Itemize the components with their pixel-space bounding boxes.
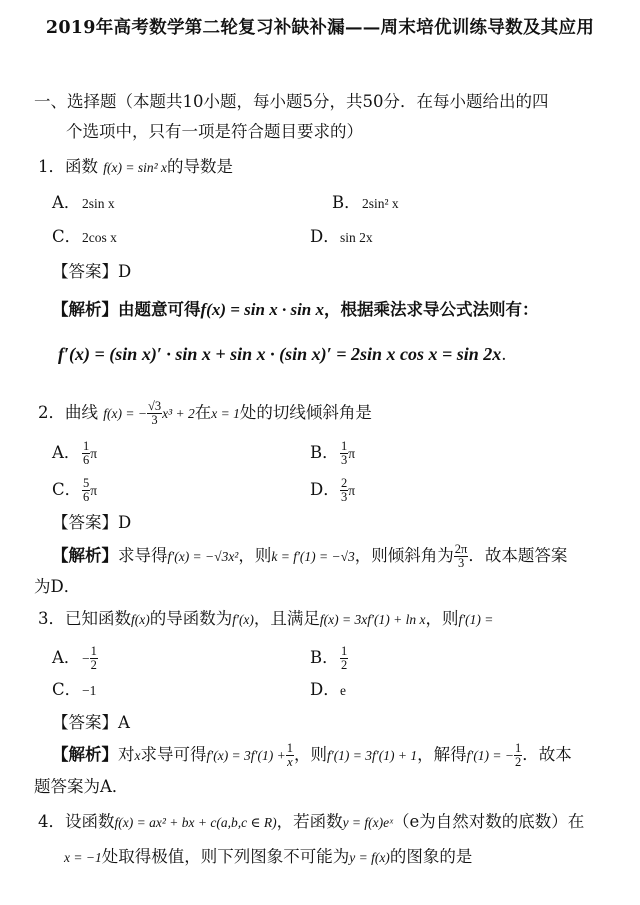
option-fraction [340, 645, 348, 672]
fraction-denominator: x [287, 755, 293, 769]
fraction-denominator: 2 [515, 755, 522, 769]
q2-stem-text-a: 曲线 [65, 403, 98, 422]
option-text: 2sin x [82, 196, 115, 211]
pi-symbol: π [348, 446, 356, 461]
q2-stem-fraction [147, 400, 162, 427]
q1-derivation-formula: f′(x) = (sin x)′ · sin x + sin x · (sin x)′ = 2sin x cos x = sin 2x [58, 344, 502, 364]
q1-option-c [52, 226, 117, 249]
q1-option-a [52, 192, 115, 215]
option-text: e [340, 683, 346, 698]
option-label: A． [52, 648, 81, 667]
q3-option-c [52, 679, 96, 702]
q3-analysis-cont: 题答案为A． [34, 777, 129, 796]
q3-number: 3． [38, 609, 65, 628]
q3-analysis-text-e: ．故本 [522, 745, 572, 764]
q3-analysis-text-a: 对 [118, 745, 135, 764]
q2-stem-formula-a: f(x) = − [103, 406, 147, 421]
q2-answer: 【答案】D [52, 513, 132, 532]
option-fraction [340, 477, 348, 504]
q1-analysis-text-b: ，根据乘法求导公式法则有： [324, 300, 539, 319]
q1-analysis [52, 299, 539, 321]
fraction-denominator: 3 [341, 453, 348, 467]
q1-analysis-text-a: 由题意可得 [118, 300, 201, 319]
option-label: D． [310, 680, 340, 699]
option-label: B． [332, 193, 361, 212]
q4-stem-text-b: ，若函数 [276, 812, 343, 831]
q4-stem-line2 [64, 846, 472, 869]
q3-stem [38, 608, 493, 631]
q1-number: 1． [38, 157, 65, 176]
q3-option-a [52, 645, 98, 672]
q3-analysis-text-c: ，则 [293, 745, 327, 764]
q2-analysis-text-b: ，则 [238, 546, 272, 565]
q2-stem-formula-b: x³ + 2 [162, 406, 195, 421]
q3-stem-text-b: 的导函数为 [149, 609, 233, 628]
q2-analysis [52, 543, 567, 570]
fraction-numerator: 1 [286, 741, 293, 755]
q3-stem-text-a: 已知函数 [65, 609, 131, 628]
option-fraction [82, 440, 90, 467]
q4-stem-text-a: 设函数 [65, 812, 115, 831]
q4-stem-formula-b: y = f(x)eˣ [342, 815, 393, 830]
q2-stem-text-b: 在 [194, 403, 212, 422]
fraction-numerator: 1 [341, 439, 348, 453]
q2-option-b [310, 440, 355, 467]
option-label: A． [52, 193, 81, 212]
q1-analysis-formula: f(x) = sin x · sin x [200, 300, 325, 319]
fraction-numerator: 1 [515, 741, 522, 755]
q2-option-c [52, 477, 97, 504]
q3-stem-formula-c: f(x) = 3xf′(1) + ln x [319, 612, 426, 627]
analysis-label: 【解析】 [52, 300, 118, 319]
q4-stem-formula-d: y = f(x) [349, 850, 390, 865]
q3-analysis-formula-a: f′(x) = 3f′(1) + [206, 748, 286, 763]
fraction-denominator: 3 [457, 556, 465, 570]
q3-stem-formula-a: f(x) [131, 612, 150, 627]
q1-option-b [332, 192, 399, 215]
q4-stem-text-e: 的图象的是 [389, 847, 473, 866]
fraction-numerator: 5 [83, 476, 90, 490]
q4-stem-formula-a: f(x) = ax² + bx + c(a,b,c ∈ R) [114, 815, 277, 830]
pi-symbol: π [90, 483, 98, 498]
q3-analysis-text-b: 求导可得 [140, 745, 207, 764]
section-heading: 一、选择题（本题共10小题，每小题5分，共50分．在每小题给出的四 [34, 92, 549, 111]
q3-answer: 【答案】A [52, 713, 130, 732]
q2-number: 2． [38, 403, 65, 422]
option-text: 2cos x [82, 230, 117, 245]
q1-stem-formula: f(x) = sin² x [103, 160, 168, 175]
q1-stem-text-a: 函数 [65, 157, 98, 176]
analysis-label: 【解析】 [52, 745, 118, 764]
q2-analysis-cont: 为D． [34, 577, 81, 596]
q4-stem-text-c: （e为自然对数的底数）在 [392, 812, 585, 831]
q4-number: 4． [38, 812, 65, 831]
section-heading-cont: 个选项中，只有一项是符合题目要求的） [66, 122, 363, 141]
pi-symbol: π [90, 446, 98, 461]
q2-analysis-text-c: ，则倾斜角为 [354, 546, 454, 565]
q1-answer: 【答案】D [52, 262, 132, 281]
fraction-denominator: 3 [151, 413, 158, 427]
option-label: C． [52, 480, 82, 499]
q1-stem-text-b: 的导数是 [167, 157, 234, 176]
q3-stem-formula-b: f′(x) [232, 612, 254, 627]
q2-stem [38, 400, 372, 427]
q2-stem-text-c: 处的切线倾斜角是 [239, 403, 372, 422]
fraction-numerator: 1 [90, 644, 97, 658]
option-label: D． [310, 227, 340, 246]
fraction-numerator: 2 [341, 476, 348, 490]
q3-stem-formula-d: f′(1) = [458, 612, 494, 627]
option-label: A． [52, 443, 81, 462]
q2-option-d [310, 477, 355, 504]
q3-analysis-formula-b: f′(1) = 3f′(1) + 1 [326, 748, 418, 763]
q4-stem-formula-c: x = −1 [64, 850, 102, 865]
fraction-denominator: 2 [341, 658, 348, 672]
q1-derivation-period: . [501, 345, 507, 364]
analysis-label: 【解析】 [52, 546, 118, 565]
option-text: sin 2x [340, 230, 373, 245]
q2-stem-x: x = 1 [211, 406, 240, 421]
q3-option-b [310, 645, 348, 672]
q3-analysis-text-d: ，解得 [417, 745, 467, 764]
q3-stem-text-c: ，且满足 [253, 609, 320, 628]
pi-symbol: π [348, 483, 356, 498]
q2-analysis-formula-a: f′(x) = −√3x² [167, 549, 239, 564]
option-fraction [82, 477, 90, 504]
fraction-numerator: 1 [83, 439, 90, 453]
q3-analysis-formula-c: f′(1) = − [466, 748, 515, 763]
fraction-numerator: 1 [341, 644, 348, 658]
q2-analysis-text-d: ．故本题答案 [468, 546, 568, 565]
option-sign: − [82, 651, 90, 666]
q1-option-d [310, 226, 373, 249]
option-label: C． [52, 227, 82, 246]
option-label: D． [310, 480, 340, 499]
q2-analysis-text-a: 求导得 [118, 546, 168, 565]
q4-stem [38, 811, 584, 834]
q2-option-a [52, 440, 97, 467]
option-label: C． [52, 680, 82, 699]
q1-derivation [58, 343, 507, 366]
fraction-denominator: 2 [90, 658, 97, 672]
fraction-denominator: 3 [341, 490, 348, 504]
option-label: B． [310, 648, 339, 667]
fraction-numerator: √3 [147, 399, 162, 413]
q3-analysis [52, 742, 572, 769]
q4-stem-text-d: 处取得极值，则下列图象不可能为 [101, 847, 350, 866]
option-fraction [90, 645, 98, 672]
fraction-numerator: 2π [454, 542, 468, 556]
option-text: −1 [82, 683, 97, 698]
option-text: 2sin² x [362, 196, 399, 211]
q2-analysis-formula-b: k = f′(1) = −√3 [271, 549, 355, 564]
q1-stem [38, 156, 233, 179]
fraction-denominator: 6 [83, 490, 90, 504]
q3-analysis-fraction [286, 742, 294, 769]
q3-analysis-x: x [134, 748, 141, 763]
page-title: 2019年高考数学第二轮复习补缺补漏——周末培优训练导数及其应用 [45, 18, 595, 38]
q3-option-d [310, 679, 346, 702]
q2-analysis-fraction [454, 543, 469, 570]
q3-stem-text-d: ，则 [425, 609, 459, 628]
option-fraction [340, 440, 348, 467]
fraction-denominator: 6 [83, 453, 90, 467]
option-label: B． [310, 443, 339, 462]
